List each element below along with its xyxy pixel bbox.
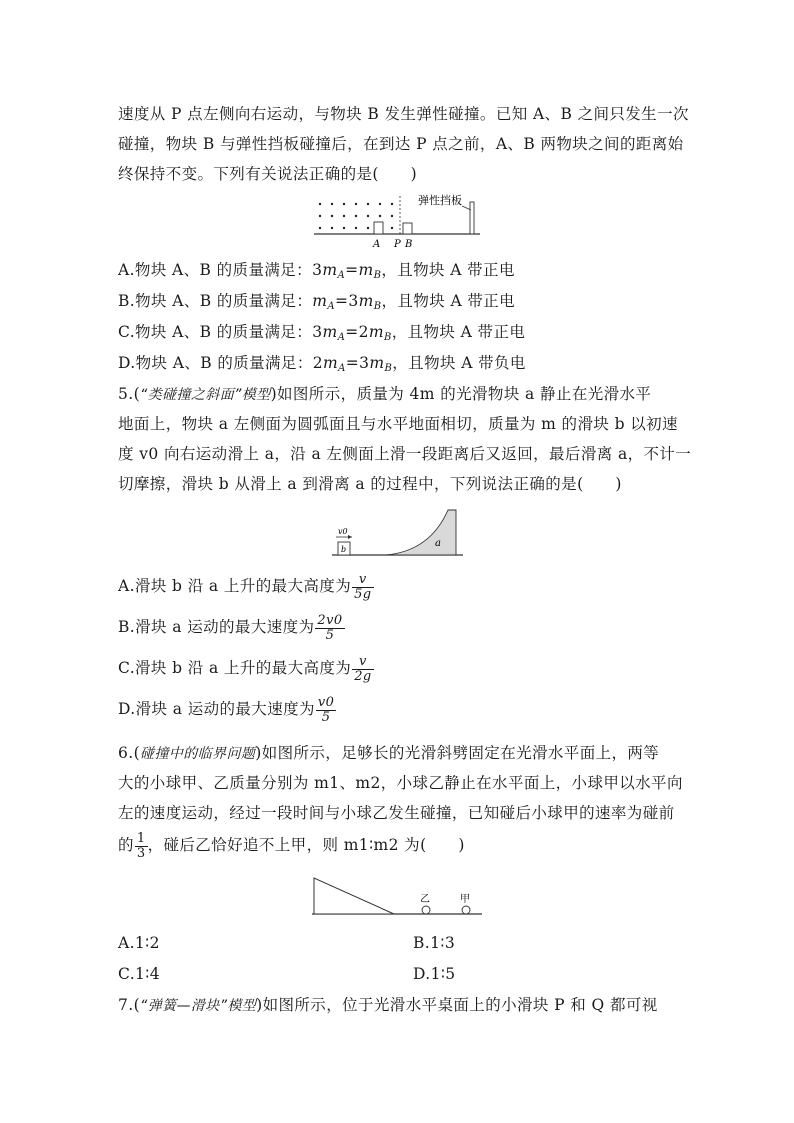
q6-option-c[interactable]: C.1∶4 [118, 965, 160, 983]
q5-tag: “类碰撞之斜面”模型 [140, 387, 271, 403]
q6-number: 6.( [118, 744, 141, 762]
wedge [314, 878, 394, 914]
block-a [374, 222, 383, 234]
label-a-curved: a [435, 538, 441, 549]
q5-line1-rest: )如图所示，质量为 4m 的光滑物块 a 静止在光滑水平 [270, 385, 652, 403]
q5-option-d[interactable] [118, 692, 678, 726]
label-jia: 甲 [460, 894, 470, 905]
q4-option-d-formula: $2m_A=3m_B$ [312, 354, 393, 374]
q5-text-line-1 [118, 384, 678, 405]
q7-text-line-1 [118, 995, 678, 1016]
q5-option-b-num: 2v0 [317, 612, 343, 628]
label-v0: v0 [338, 527, 348, 536]
q4-option-c-prefix: C.物块 A、B 的质量满足： [118, 323, 313, 341]
q6-line1-rest: )如图所示，足够长的光滑斜劈固定在光滑水平面上，两等 [255, 744, 660, 762]
block-a-curved [386, 510, 456, 555]
q5-option-d-num: v0 [317, 694, 335, 710]
q5-option-c[interactable] [118, 651, 678, 685]
q6-figure [310, 874, 486, 918]
q5-text-line-4: 切摩擦，滑块 b 从滑上 a 到滑离 a 的过程中，下列说法正确的是( ) [118, 475, 622, 493]
q5-option-d-text: D.滑块 a 运动的最大速度为 [118, 700, 315, 718]
label-b-small: b [341, 545, 347, 554]
label-a: A [373, 239, 381, 250]
q6-text-line-4 [118, 828, 678, 862]
q4-option-a-suffix: ，且物块 A 带正电 [381, 261, 515, 279]
q6-option-a[interactable]: A.1∶2 [118, 934, 160, 952]
q4-option-b-suffix: ，且物块 A 带正电 [381, 292, 516, 310]
q6-option-d[interactable]: D.1∶5 [413, 965, 456, 983]
q5-text-line-3: 度 v0 向右运动滑上 a，沿 a 左侧面上滑一段距离后又返回，最后滑离 a，不计一 [118, 445, 692, 463]
block-b [403, 223, 412, 234]
q4-figure [310, 192, 485, 250]
q6-text-line-3: 左的速度运动，经过一段时间与小球乙发生碰撞，已知碰后小球甲的速率为碰前 [118, 804, 675, 822]
q4-option-a-prefix: A.物块 A、B 的质量满足： [118, 261, 313, 279]
q5-option-c-text: C.滑块 b 沿 a 上升的最大高度为 [118, 659, 352, 677]
q4-option-d-prefix: D.物块 A、B 的质量满足： [118, 354, 313, 372]
wall-label: 弹性挡板 [418, 194, 462, 207]
q5-number: 5.( [118, 385, 141, 403]
q5-option-b-den: 5 [325, 627, 335, 643]
q5-text-line-2: 地面上，物块 a 左侧面为圆弧面且与水平地面相切，质量为 m 的滑块 b 以初速 [118, 415, 678, 433]
q7-line1-rest: )如图所示，位于光滑水平桌面上的小滑块 P 和 Q 都可视 [256, 996, 658, 1014]
ball-jia [462, 906, 470, 914]
q4-option-b[interactable] [118, 291, 678, 317]
q5-option-a[interactable] [118, 569, 678, 603]
q6-frac-num: 1 [136, 830, 146, 846]
q4-option-d[interactable] [118, 353, 678, 379]
q5-option-a-den: 5g [354, 586, 372, 602]
q6-option-b[interactable]: B.1∶3 [413, 934, 456, 952]
q5-option-b-text: B.滑块 a 运动的最大速度为 [118, 618, 315, 636]
q4-option-a-formula: $3m_A=m_B$ [312, 261, 382, 281]
q6-line4-post: ，碰后乙恰好追不上甲，则 m1∶m2 为( ) [147, 836, 465, 854]
q4-option-c-suffix: ，且物块 A 带正电 [391, 323, 526, 341]
q6-line4-pre: 的 [118, 836, 134, 854]
elastic-wall [470, 202, 474, 234]
q4-option-b-prefix: B.物块 A、B 的质量满足： [118, 292, 313, 310]
label-b: B [405, 239, 413, 250]
q5-option-d-den: 5 [321, 709, 331, 725]
q5-option-c-frac [352, 655, 373, 684]
label-yi: 乙 [420, 894, 430, 905]
label-p: P [394, 239, 401, 250]
q5-option-c-num: v [352, 655, 373, 670]
q5-option-b-frac [315, 614, 344, 643]
q5-option-a-frac [352, 573, 373, 602]
q4-option-c-formula: $3m_A=2m_B$ [312, 323, 392, 343]
q4-text-line-2: 碰撞，物块 B 与弹性挡板碰撞后，在到达 P 点之前，A、B 两物块之间的距离始 [118, 135, 684, 153]
q5-option-a-text: A.滑块 b 沿 a 上升的最大高度为 [118, 577, 352, 595]
q4-text-line-1: 速度从 P 点左侧向右运动，与物块 B 发生弹性碰撞。已知 A、B 之间只发生一次 [118, 105, 689, 123]
q5-option-c-den: 2g [354, 668, 372, 684]
ball-yi [422, 906, 430, 914]
q6-text-line-1 [118, 743, 678, 764]
q4-option-c[interactable] [118, 322, 678, 348]
q6-fraction [135, 832, 148, 861]
q6-tag: 碰撞中的临界问题 [140, 746, 256, 762]
q4-option-a[interactable] [118, 260, 678, 286]
q4-option-b-formula: $m_A=3m_B$ [312, 292, 382, 312]
velocity-arrowhead [348, 535, 352, 539]
q5-option-d-frac [316, 696, 336, 725]
q6-frac-den: 3 [136, 845, 146, 861]
q5-option-a-num: v [352, 573, 373, 588]
q4-text-line-3: 终保持不变。下列有关说法正确的是( ) [118, 165, 418, 183]
q5-option-b[interactable] [118, 610, 678, 644]
q7-tag: “弹簧—滑块”模型 [140, 998, 257, 1014]
q4-option-d-suffix: ，且物块 A 带负电 [392, 354, 526, 372]
q5-figure [330, 506, 465, 558]
q7-number: 7.( [118, 996, 141, 1014]
q6-text-line-2: 大的小球甲、乙质量分别为 m1、m2，小球乙静止在水平面上，小球甲以水平向 [118, 774, 683, 792]
